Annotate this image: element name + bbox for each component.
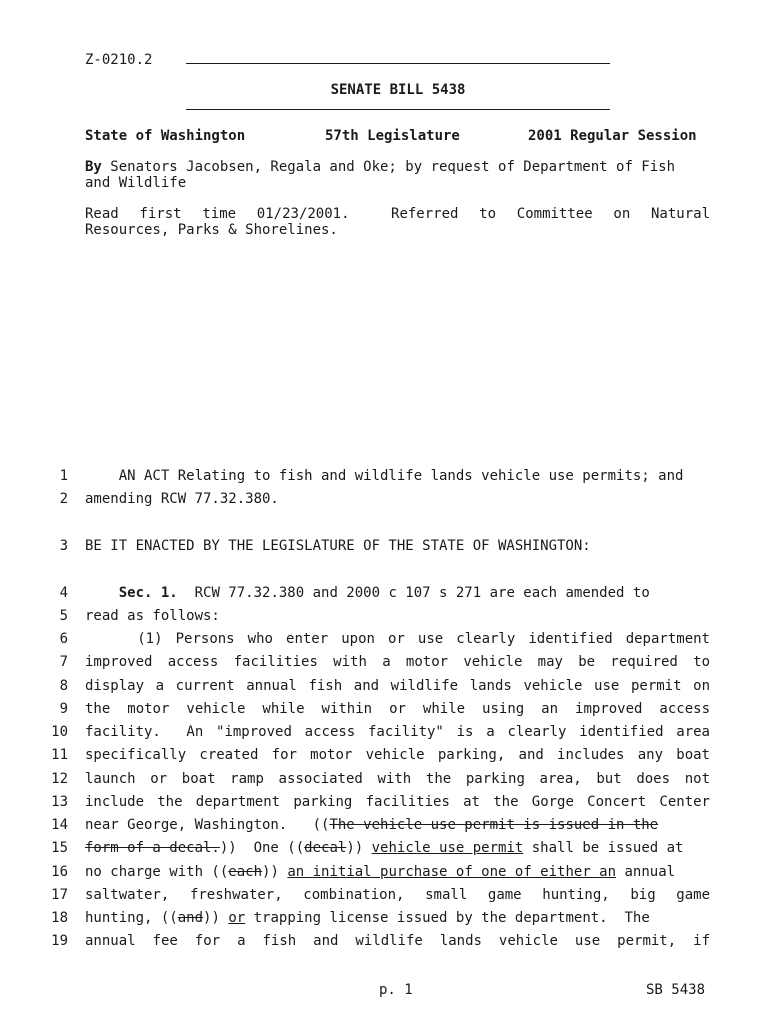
body-line-5: read as follows: [85,608,220,624]
deleted-text: and [177,910,204,926]
line-number: 4 [59,585,68,601]
read-line-2: Resources, Parks & Shorelines. [85,222,338,238]
sponsors-line-2: and Wildlife [85,175,187,191]
line-number: 18 [51,910,68,926]
deleted-text: each [228,864,263,880]
sponsors-text: Senators Jacobsen, Regala and Oke; by request of Department of Fish [101,159,676,175]
line-number: 11 [51,747,68,763]
body-line-15: form of a decal.)) One ((decal)) vehicle use permit shall be issued at [85,840,684,856]
inserted-text: an initial purchase of one of either an [287,864,617,880]
line-number: 8 [59,678,68,694]
body-line-9: the motor vehicle while within or while using an improved access [85,701,710,717]
body-line-16: no charge with ((each)) an initial purchase of one of either an annual [85,864,676,880]
body-line-10: facility. An "improved access facility" is a clearly identified area [85,724,710,740]
legislature-label: 57th Legislature [325,128,460,144]
line-number: 2 [59,491,68,507]
section-label: Sec. 1. [118,585,178,601]
bill-title: SENATE BILL 5438 [330,82,466,98]
line-number: 14 [51,817,68,833]
body-line-14: near George, Washington. ((The vehicle use permit is issued in the [85,817,659,833]
line-number: 1 [59,468,68,484]
line-number: 7 [59,654,68,670]
line-number: 17 [51,887,68,903]
body-line-11: specifically created for motor vehicle parking, and includes any boat [85,747,710,763]
line-number: 16 [51,864,68,880]
line-number: 6 [59,631,68,647]
header-rule-top [186,63,610,64]
inserted-text: or [228,910,246,926]
body-line-17: saltwater, freshwater, combination, small game hunting, big game [85,887,710,903]
body-line-3: BE IT ENACTED BY THE LEGISLATURE OF THE STATE OF WASHINGTON: [85,538,591,554]
bill-reference: SB 5438 [646,982,706,998]
deleted-text: form of a decal. [85,840,220,856]
deleted-text: The vehicle use permit is issued in the [329,817,659,833]
body-line-19: annual fee for a fish and wildlife lands vehicle use permit, if [85,933,710,949]
body-line-13: include the department parking facilities at the Gorge Concert Center [85,794,710,810]
sponsors-line-1 [85,159,710,175]
session-label: 2001 Regular Session [528,128,697,144]
line-number: 3 [59,538,68,554]
body-line-6: (1) Persons who enter upon or use clearly identified department [85,631,710,647]
state-label: State of Washington [85,128,246,144]
body-line-1: AN ACT Relating to fish and wildlife lands vehicle use permits; and [85,468,684,484]
body-line-2: amending RCW 77.32.380. [85,491,279,507]
line-number: 12 [51,771,68,787]
line-number: 13 [51,794,68,810]
by-label: By [85,159,102,175]
page-number: p. 1 [379,982,413,998]
body-line-4: Sec. 1. RCW 77.32.380 and 2000 c 107 s 271 are each amended to [118,585,650,601]
line-number: 10 [51,724,68,740]
body-line-7: improved access facilities with a motor vehicle may be required to [85,654,710,670]
inserted-text: vehicle use permit [371,840,524,856]
body-line-12: launch or boat ramp associated with the parking area, but does not [85,771,710,787]
line-number: 9 [59,701,68,717]
line-number: 5 [59,608,68,624]
read-line-1: Read first time 01/23/2001. Referred to Committee on Natural [85,206,710,222]
deleted-text: decal [304,840,347,856]
header-rule-bottom [186,109,610,110]
line-number: 19 [51,933,68,949]
body-line-8: display a current annual fish and wildlife lands vehicle use permit on [85,678,710,694]
body-line-18: hunting, ((and)) or trapping license issued by the department. The [85,910,650,926]
draft-code: Z-0210.2 [85,52,153,68]
line-number: 15 [51,840,68,856]
